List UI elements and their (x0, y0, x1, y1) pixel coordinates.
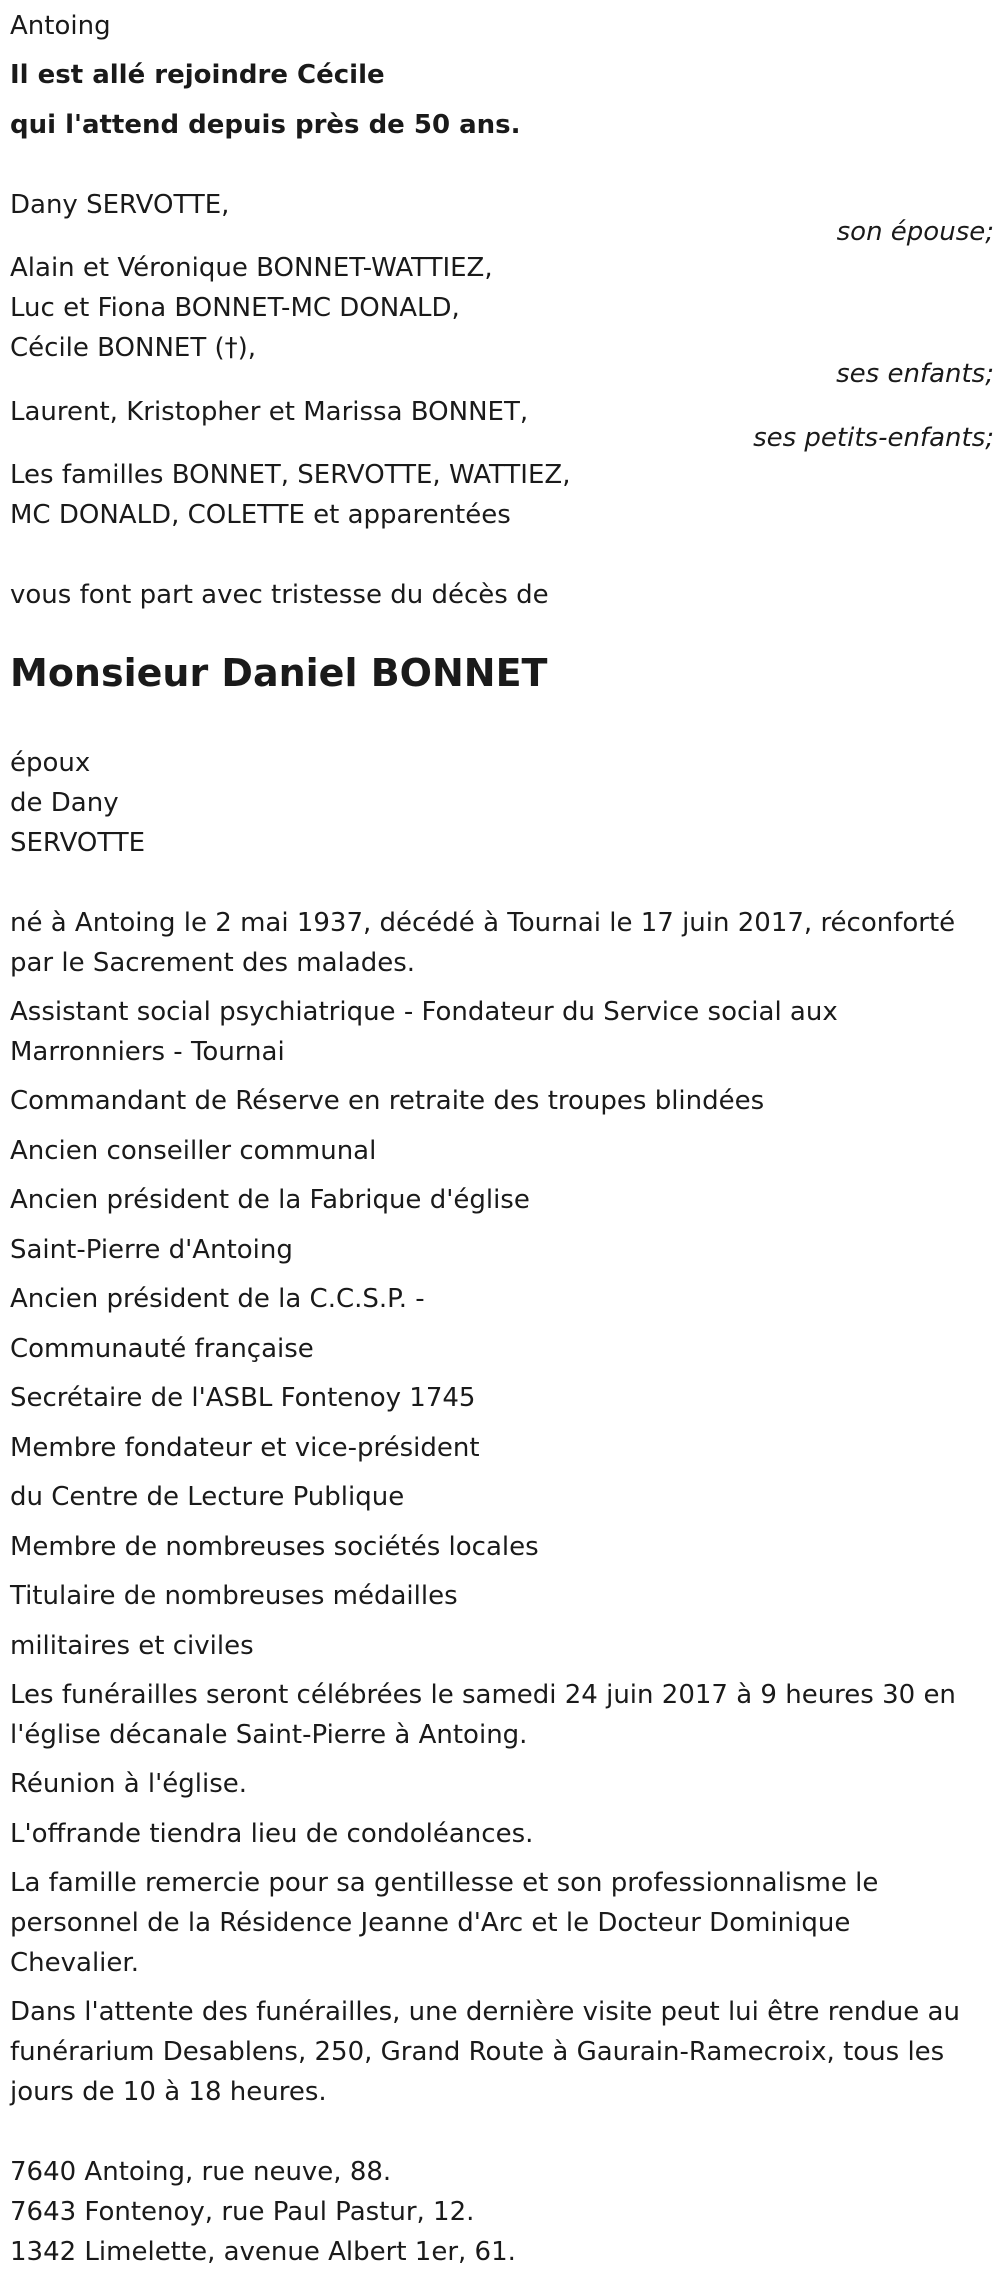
grandchildren-role: ses petits-enfants; (753, 423, 994, 453)
families-line-1: Les familles BONNET, SERVOTTE, WATTIEZ, (10, 460, 571, 490)
body-line: Secrétaire de l'ASBL Fontenoy 1745 (10, 1383, 476, 1413)
body-line: Titulaire de nombreuses médailles (10, 1581, 458, 1611)
body-line: Chevalier. (10, 1948, 139, 1978)
body-line: funérarium Desablens, 250, Grand Route à Gaurain-Ramecroix, tous les (10, 2037, 945, 2067)
body-line: militaires et civiles (10, 1631, 254, 1661)
body-line: Commandant de Réserve en retraite des troupes blindées (10, 1086, 765, 1116)
city-heading: Antoing (10, 11, 111, 41)
spouse-role: son épouse; (836, 217, 994, 247)
spouse-of-line-2: de Dany (10, 788, 119, 818)
spouse-name: Dany SERVOTTE, (10, 190, 230, 220)
deceased-name: Monsieur Daniel BONNET (10, 651, 548, 695)
spouse-of-line-1: époux (10, 748, 91, 778)
body-line: Réunion à l'église. (10, 1769, 248, 1799)
body-line: Les funérailles seront célébrées le samedi 24 juin 2017 à 9 heures 30 en (10, 1680, 956, 1710)
body-line: La famille remercie pour sa gentillesse et son professionnalisme le (10, 1868, 879, 1898)
body-line: Saint-Pierre d'Antoing (10, 1235, 293, 1265)
body-line: Assistant social psychiatrique - Fondateur du Service social aux (10, 997, 838, 1027)
body-line: Membre de nombreuses sociétés locales (10, 1532, 539, 1562)
body-line: L'offrande tiendra lieu de condoléances. (10, 1819, 534, 1849)
child-line-2: Luc et Fiona BONNET-MC DONALD, (10, 293, 460, 323)
body-line: Ancien président de la Fabrique d'église (10, 1185, 530, 1215)
address-line: 7640 Antoing, rue neuve, 88. (10, 2157, 392, 2187)
body-line: du Centre de Lecture Publique (10, 1482, 405, 1512)
body-line: Marronniers - Tournai (10, 1037, 285, 1067)
body-line: par le Sacrement des malades. (10, 948, 416, 978)
intro-line-2: qui l'attend depuis près de 50 ans. (10, 110, 521, 140)
body-line: personnel de la Résidence Jeanne d'Arc et le Docteur Dominique (10, 1908, 851, 1938)
body-line: jours de 10 à 18 heures. (10, 2077, 327, 2107)
address-line: 1342 Limelette, avenue Albert 1er, 61. (10, 2237, 516, 2267)
spouse-of-line-3: SERVOTTE (10, 828, 146, 858)
address-line: 7643 Fontenoy, rue Paul Pastur, 12. (10, 2197, 475, 2227)
child-line-3: Cécile BONNET (†), (10, 333, 257, 363)
body-line: l'église décanale Saint-Pierre à Antoing. (10, 1720, 528, 1750)
announcement-text: vous font part avec tristesse du décès de (10, 580, 549, 610)
grandchildren-names: Laurent, Kristopher et Marissa BONNET, (10, 397, 529, 427)
body-line: Ancien conseiller communal (10, 1136, 377, 1166)
body-line: Dans l'attente des funérailles, une dernière visite peut lui être rendue au (10, 1997, 960, 2027)
body-line: Ancien président de la C.C.S.P. - (10, 1284, 425, 1314)
body-line: Membre fondateur et vice-président (10, 1433, 480, 1463)
child-line-1: Alain et Véronique BONNET-WATTIEZ, (10, 253, 493, 283)
body-line: né à Antoing le 2 mai 1937, décédé à Tournai le 17 juin 2017, réconforté (10, 908, 956, 938)
families-line-2: MC DONALD, COLETTE et apparentées (10, 500, 511, 530)
body-line: Communauté française (10, 1334, 314, 1364)
children-role: ses enfants; (836, 359, 994, 389)
intro-line-1: Il est allé rejoindre Cécile (10, 60, 385, 90)
